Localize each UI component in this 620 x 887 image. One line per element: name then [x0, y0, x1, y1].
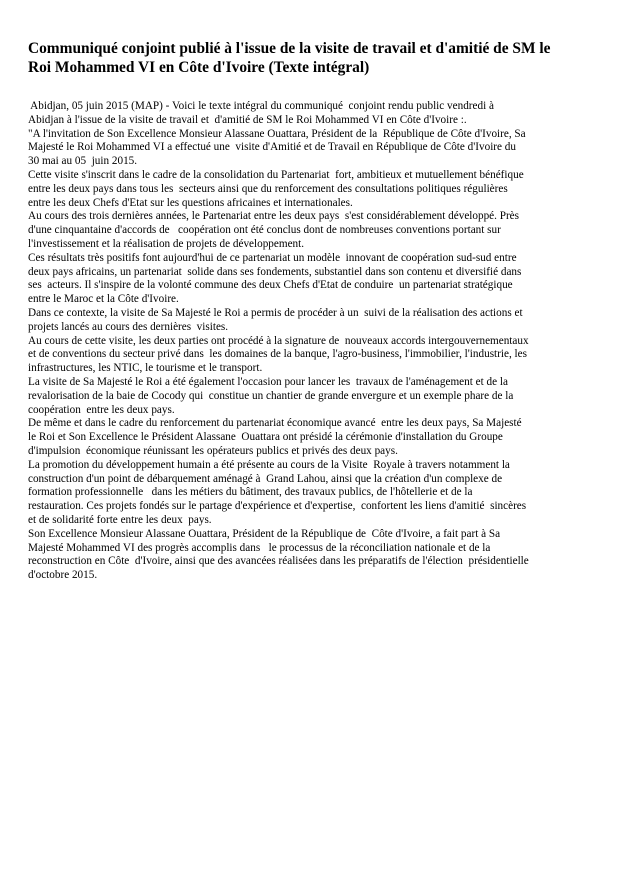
body-line: "A l'invitation de Son Excellence Monsieur Alassane Ouattara, Président de la République de Côte d'Ivoire, Sa: [28, 127, 526, 140]
body-line: La visite de Sa Majesté le Roi a été également l'occasion pour lancer les travaux de l'aménagement et de la: [28, 375, 508, 388]
body-line: entre le Maroc et la Côte d'Ivoire.: [28, 293, 179, 306]
body-line: d'une cinquantaine d'accords de coopération ont été conclus dont de nombreuses conventions portant sur: [28, 224, 501, 237]
body-line: reconstruction en Côte d'Ivoire, ainsi que des avancées réalisées dans les préparatifs de l'élection présidentielle: [28, 555, 529, 568]
body-line: projets lancés au cours des dernières visites.: [28, 320, 229, 333]
body-line: Abidjan à l'issue de la visite de travail et d'amitié de SM le Roi Mohammed VI en Côte d'Ivoire :.: [28, 113, 467, 126]
document-title: [28, 39, 618, 77]
body-line: le Roi et Son Excellence le Président Alassane Ouattara ont présidé la cérémonie d'installation du Groupe: [28, 431, 503, 444]
body-line: formation professionnelle dans les métiers du bâtiment, des travaux publics, de l'hôtellerie et de la: [28, 486, 473, 499]
body-line: d'octobre 2015.: [28, 569, 98, 582]
body-line: ses acteurs. Il s'inspire de la volonté commune des deux Chefs d'Etat de conduire un partenariat stratégique: [28, 279, 513, 292]
body-line: revalorisation de la baie de Cocody qui constitue un chantier de grande envergure et un exemple phare de la: [28, 389, 514, 402]
body-line: coopération entre les deux pays.: [28, 403, 175, 416]
body-line: restauration. Ces projets fondés sur le partage d'expérience et d'expertise, confortent les liens d'amitié sincères: [28, 500, 527, 513]
body-line: entre les deux Chefs d'Etat sur les questions africaines et internationales.: [28, 196, 353, 209]
body-line: Majesté Mohammed VI des progrès accomplis dans le processus de la réconciliation nationale et de la: [28, 541, 491, 554]
title-line: Roi Mohammed VI en Côte d'Ivoire (Texte intégral): [28, 59, 370, 76]
body-line: Son Excellence Monsieur Alassane Ouattara, Président de la République de Côte d'Ivoire, a fait part à Sa: [28, 527, 501, 540]
body-line: Abidjan, 05 juin 2015 (MAP) - Voici le texte intégral du communiqué conjoint rendu public vendredi à: [28, 100, 494, 112]
body-line: 30 mai au 05 juin 2015.: [28, 155, 138, 168]
title-line: Communiqué conjoint publié à l'issue de la visite de travail et d'amitié de SM le: [28, 40, 551, 57]
body-line: entre les deux pays dans tous les secteurs ainsi que du renforcement des consultations politiques régulières: [28, 182, 508, 195]
body-line: Dans ce contexte, la visite de Sa Majesté le Roi a permis de procéder à un suivi de la réalisation des actions et: [28, 306, 523, 319]
body-line: et de conventions du secteur privé dans les domaines de la banque, l'agro-business, l'immobilier, l'industrie, les: [28, 348, 527, 361]
body-line: Au cours des trois dernières années, le Partenariat entre les deux pays s'est considérablement développé. Près: [28, 210, 519, 223]
body-line: deux pays africains, un partenariat solide dans ses fondements, substantiel dans son contenu et diversifié dans: [28, 265, 522, 278]
body-line: De même et dans le cadre du renforcement du partenariat économique avancé entre les deux pays, Sa Majesté: [28, 417, 522, 430]
body-line: Au cours de cette visite, les deux parties ont procédé à la signature de nouveaux accords intergouvernementaux: [28, 334, 529, 347]
body-line: Majesté le Roi Mohammed VI a effectué une visite d'Amitié et de Travail en République de Côte d'Ivoire du: [28, 141, 516, 154]
body-line: construction d'un point de débarquement aménagé à Grand Lahou, ainsi que la création d'un complexe de: [28, 472, 503, 485]
document-body: [28, 100, 610, 583]
body-line: d'impulsion économique réunissant les opérateurs publics et privés des deux pays.: [28, 444, 398, 457]
body-line: et de solidarité forte entre les deux pays.: [28, 513, 212, 526]
body-line: Cette visite s'inscrit dans le cadre de la consolidation du Partenariat fort, ambitieux et mutuellement bénéfique: [28, 168, 524, 181]
body-line: l'investissement et la réalisation de projets de développement.: [28, 237, 305, 250]
body-line: La promotion du développement humain a été présente au cours de la Visite Royale à travers notamment la: [28, 458, 510, 471]
body-line: Ces résultats très positifs font aujourd'hui de ce partenariat un modèle innovant de coopération sud-sud entre: [28, 251, 517, 264]
body-line: infrastructures, les NTIC, le tourisme et le transport.: [28, 362, 263, 375]
